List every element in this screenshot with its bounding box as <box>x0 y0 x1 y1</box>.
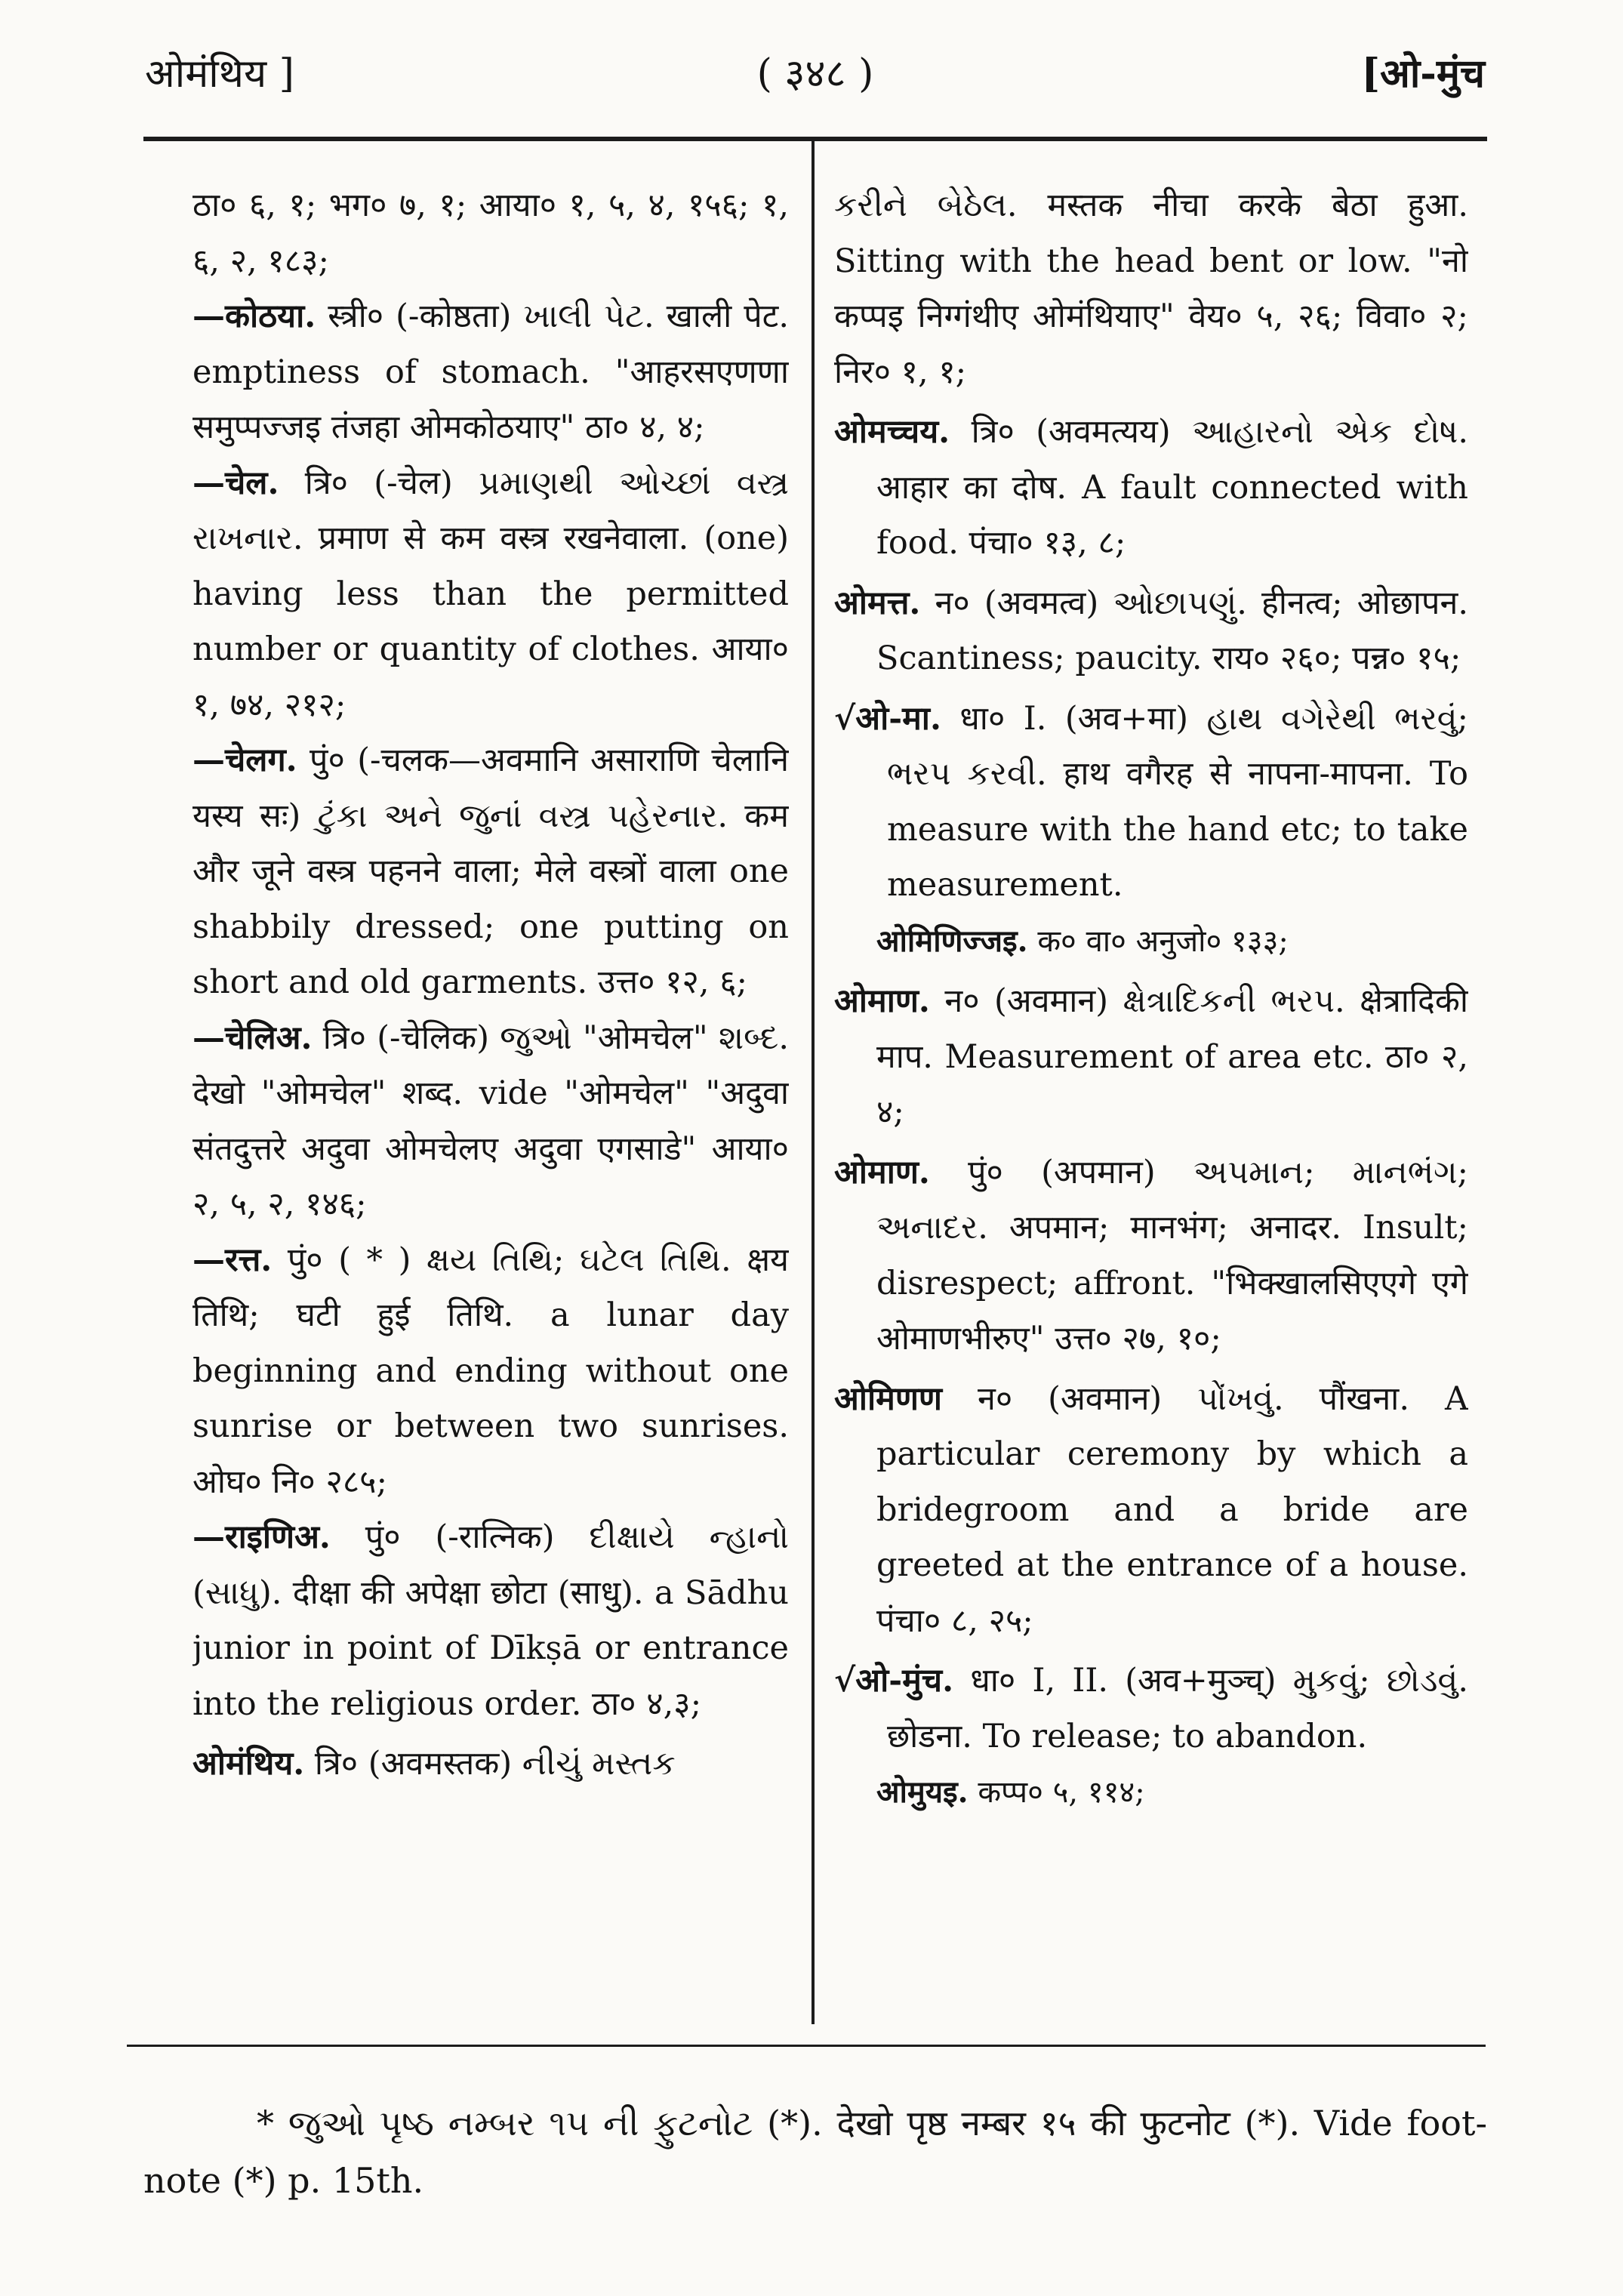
root-entry <box>834 1653 1468 1764</box>
entry-text: त्रि० (अवमस्तक) નીચું મસ્તક <box>314 1745 676 1783</box>
verb-form <box>834 914 1468 970</box>
headword: √ओ-मुंच. <box>834 1662 954 1700</box>
sub-entry <box>192 1510 789 1732</box>
entry-text: पुं० (अपमान) અપમાન; માનભંગ; અનાદર. अपमान; मानभंग; अनादर. Insult; disrespect; affront. "भिक्खालसिएएगे एगे ओमाणभीरुए" उत्त० २७, १०; <box>876 1153 1468 1358</box>
headword: ओमाण. <box>834 1153 930 1191</box>
entry-text: धा० I, II. (अव+मुञ्च्) મુકવું; છોડવું. छोडना. To release; to abandon. <box>887 1662 1468 1755</box>
entry-text: पुं० (-रात्निक) દીક્ષાયે ન્હાનો (સાધુ). दीक्षा की अपेक्षा छोटा (साधु). a Sādhu junior in point of Dīkṣā or entrance into the religious order. ठा० ४,३; <box>192 1518 789 1723</box>
entry-text: न० (अवमान) ક્ષેત્રાદિકની ભરપ. क्षेत्रादिकी माप. Measurement of area etc. ठा० २, ४; <box>876 982 1468 1131</box>
entry-text: स्त्री० (-कोष्ठता) ખાલી પેટ. खाली पेट. emptiness of stomach. "आहरसएणणा समुप्पज्जइ तंजहा ओमकोठयाए" ठा० ४, ४; <box>192 297 789 446</box>
continued-text <box>192 178 789 289</box>
headword: —चेल. <box>192 464 279 502</box>
sub-entry <box>192 456 789 734</box>
footnote: * જુઓ પૃષ્ઠ નમ્બર ૧૫ ની ફુટનોટ (*). देखो पृष्ठ नम्बर १५ की फुटनोट (*). Vide foot-note (*) p. 15th. <box>143 2103 1487 2201</box>
dictionary-entry <box>834 1372 1468 1650</box>
dictionary-entry <box>834 576 1468 687</box>
headword: √ओ-मा. <box>834 699 941 738</box>
headword: ओमच्चय. <box>834 413 950 451</box>
page-number: ( ३४८ ) <box>756 51 874 97</box>
headword: ओमाण. <box>834 982 930 1020</box>
entry-text: त्रि० (अवमत्यय) આહારનો એક દોષ. आहार का दोष. A fault connected with food. पंचा० १३, ८; <box>876 413 1468 562</box>
headword: ओमत्त. <box>834 584 921 622</box>
entry-text: કરીને બેઠેલ. मस्तक नीचा करके बेठा हुआ. Sitting with the head bent or low. "नो कप्पइ निग्गंथीए ओमंथियाए" वेय० ५, २६; विवा० २; निर० १, १; <box>834 186 1468 391</box>
entry-text: न० (अवमान) પોંખવું. पौंखना. A particular ceremony by which a bridegroom and a bride are greeted at the entrance of a house. पंचा० ८, २५; <box>876 1379 1468 1640</box>
right-column <box>834 178 1468 2020</box>
headword: ओमंथिय. <box>192 1745 305 1783</box>
sub-entry <box>192 1233 789 1511</box>
continued-text <box>834 178 1468 400</box>
headword: —रत्त. <box>192 1240 273 1279</box>
headword: ओमुयइ. <box>876 1774 969 1810</box>
entry-text: कप्प० ५, ११४; <box>978 1775 1145 1810</box>
column-separator <box>812 140 815 2024</box>
entry-text: पुं० ( * ) ક્ષય તિથિ; ઘટેલ તિથિ. क्षय तिथि; घटी हुई तिथि. a lunar day beginning and ending without one sunrise or between two sunrises. ओघ० नि० २८५; <box>192 1240 789 1501</box>
entry-text: पुं० (-चलक—अवमानि असाराणि चेलानि यस्य सः) ટુંકા અને જુનાં વસ્ત્ર પહેરનાર. कम और जूने वस्त्र पहनने वाला; मेले वस्त्रों वाला one shabbily dressed; one putting on short and old garments. उत्त० १२, ६; <box>192 741 789 1001</box>
headword: ओमिणण <box>834 1379 943 1418</box>
entry-text: न० (अवमत्व) ઓછાપણું. हीनत्व; ओछापन. Scantiness; paucity. राय० २६०; पन्न० १५; <box>876 584 1468 677</box>
dictionary-entry <box>834 974 1468 1141</box>
root-entry <box>834 692 1468 914</box>
verb-form <box>834 1764 1468 1821</box>
sub-entry <box>192 1011 789 1233</box>
left-column <box>192 178 789 2020</box>
running-head-right: [ओ-मुंच <box>1361 51 1485 97</box>
entry-text: धा० I. (अव+मा) હાથ વગેરેથી ભરવું; ભરપ કરવી. हाथ वगैरह से नापना-मापना. To measure with the hand etc; to take measurement. <box>887 699 1468 904</box>
entry-text: ठा० ६, १; भग० ७, १; आया० १, ५, ४, १५६; १, ६, २, १८३; <box>192 186 789 280</box>
entry-text: त्रि० (-चेलिक) જુઓ "ओमचेल" શબ્દ. देखो "ओमचेल" शब्द. vide "ओमचेल" "अदुवा संतदुत्तरे अदुवा ओमचेलए अदुवा एगसाडे" आया० २, ५, २, १४६; <box>192 1019 789 1223</box>
sub-entry <box>192 733 789 1011</box>
sub-entry <box>192 289 789 456</box>
running-head-left: ओमंथिय ] <box>145 51 294 97</box>
entry-text: क० वा० अनुजो० १३३; <box>1037 923 1289 959</box>
headword: —चेलग. <box>192 741 297 779</box>
dictionary-entry <box>192 1737 789 1792</box>
dictionary-entry <box>834 1145 1468 1367</box>
headword: —चेलिअ. <box>192 1019 313 1057</box>
footnote-rule <box>127 2045 1486 2047</box>
dictionary-entry <box>834 405 1468 572</box>
headword: —कोठया. <box>192 297 316 335</box>
entry-text: त्रि० (-चेल) પ્રમાણથી ઓચ્છાં વસ્ત્ર રાખનાર. प्रमाण से कम वस्त्र रखनेवाला. (one) having less than the permitted number or quantity of clothes. आया० १, ७४, २१२; <box>192 464 789 724</box>
headword: ओमिणिज्जइ. <box>876 923 1028 959</box>
headword: —राइणिअ. <box>192 1518 331 1556</box>
header-rule <box>143 137 1487 141</box>
